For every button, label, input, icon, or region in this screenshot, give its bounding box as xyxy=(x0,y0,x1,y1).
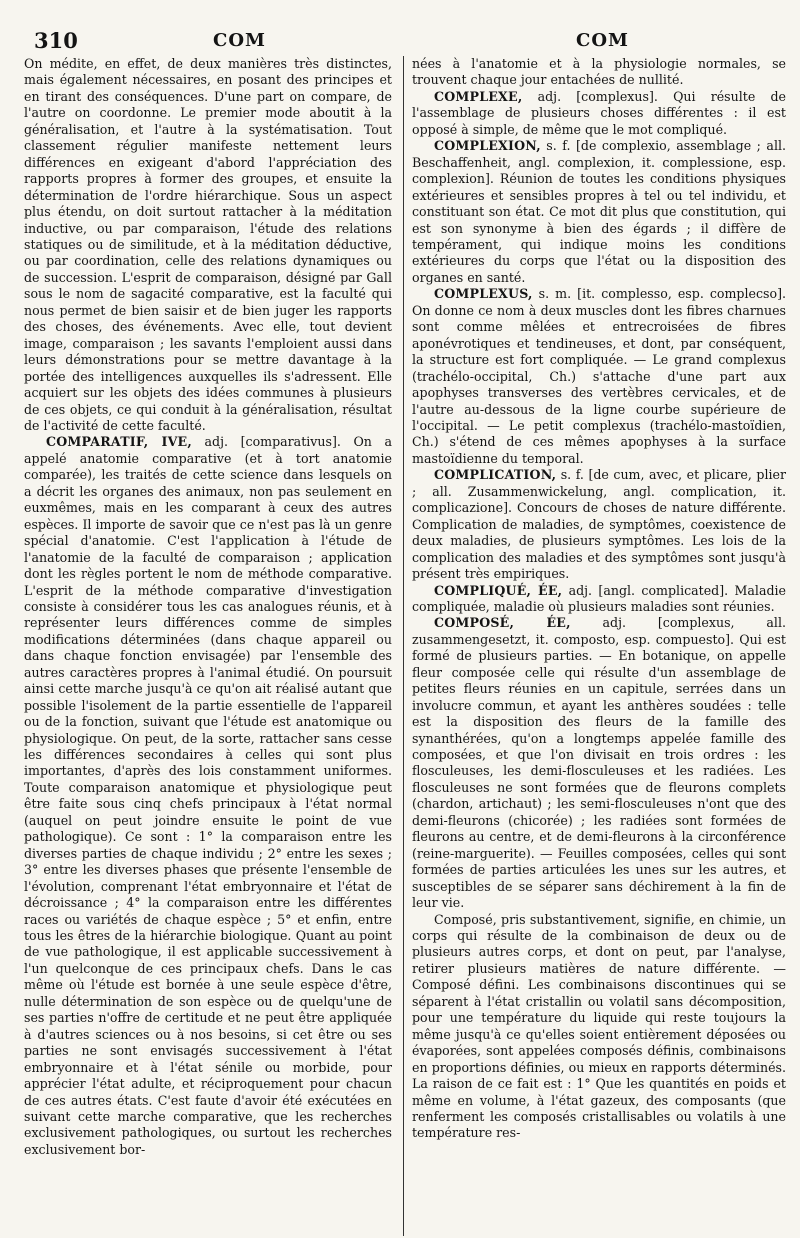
entry-text: adj. [angl. complicated]. Maladie compliquée, maladie où plusieurs maladies sont réunies. xyxy=(412,582,786,614)
right-column xyxy=(403,56,786,1236)
entry-text: s. f. [de complexio, assemblage ; all. Beschaffenheit, angl. complexion, it. complessione, esp. complexion]. Réunion de toutes les conditions physiques extérieures et sensibles propres à tel ou tel individu, et constituant son état. Ce mot dit plus que constitution, qui est son synonyme à bien des égards ; il diffère de tempérament, qui indique moins les conditions extérieures du corps que l'état ou la disposition des organes en santé. xyxy=(412,138,786,285)
entry-headword: COMPLEXUS, xyxy=(434,286,533,302)
entry-headword: COMPOSÉ, ÉE, xyxy=(434,615,571,631)
paragraph xyxy=(412,286,786,467)
entry-text: Composé, pris substantivement, signifie, en chimie, un corps qui résulte de la combinaison de deux ou de plusieurs autres corps, et dont on peut, par l'analyse, retirer plusieurs matières de nature différente. — Composé défini. Les combinaisons discontinues qui se séparent à l'état cristallin ou volatil sans décomposition, pour une température du liquide qui reste toujours la même jusqu'à ce qu'elles soient entièrement déposées ou évaporées, sont appelées composés définis, combinaisons en proportions définies, ou mieux en rapports déterminés. La raison de ce fait est : 1° Que les quantités en poids et même en volume, à l'état gazeux, des composants (que renferment les composés cristallisables ou volatils à une température res- xyxy=(412,911,786,1141)
paragraph xyxy=(412,138,786,286)
entry-text: nées à l'anatomie et à la physiologie normales, se trouvent chaque jour entachées de nullité. xyxy=(412,56,786,88)
entry-headword: COMPARATIF, IVE, xyxy=(46,434,192,450)
running-head xyxy=(24,20,786,56)
entry-headword: COMPLICATION, xyxy=(434,467,557,483)
page-number: 310 xyxy=(34,28,78,53)
entry-headword: COMPLEXE, xyxy=(434,88,523,104)
running-head-left: COM xyxy=(213,30,266,51)
entry-text: adj. [comparativus]. On a appelé anatomie comparative (et à tort anatomie comparée), les traités de cette science dans lesquels on a décrit les organes des animaux, non pas seulement en euxmêmes, mais en les comparant à ceux des autres espèces. Il importe de savoir que ce n'est pas là un genre spécial d'anatomie. C'est l'application à l'étude de l'anatomie de la faculté de comparaison ; application dont les règles portent le nom de méthode comparative. L'esprit de la méthode comparative d'investigation consiste à considérer tous les cas analogues réunis, et à représenter leurs différences comme de simples modifications déterminées (dans chaque appareil ou dans chaque fonction envisagée) par l'ensemble des autres caractères propres à l'animal étudié. On poursuit ainsi cette marche jusqu'à ce qu'on ait réalisé autant que possible l'isolement de la partie essentielle de l'appareil ou de la fonction, suivant que l'étude est anatomique ou physiologique. On peut, de la sorte, rattacher sans cesse les différences secondaires à celles qui sont plus importantes, d'après des lois constamment uniformes. Toute comparaison anatomique et physiologique peut être faite sous cinq chefs principaux à l'état normal (auquel on peut joindre ensuite le point de vue pathologique). Ce sont : 1° la comparaison entre les diverses parties de chaque individu ; 2° entre les sexes ; 3° entre les diverses phases que présente l'ensemble de l'évolution, comprenant l'état embryonnaire et l'état de décroissance ; 4° la comparaison entre les différentes races ou variétés de chaque espèce ; 5° et enfin, entre tous les êtres de la hiérarchie biologique. Quant au point de vue pathologique, il est applicable successivement à l'un quelconque de ces principaux chefs. Dans le cas même où l'étude est bornée à une seule espèce d'être, nulle détermination de son espèce ou de quelqu'une de ses parties n'offre de certitude et ne peut être appliquée à d'autres sciences ou à nos besoins, si cet être ou ses parties ne sont envisagés successivement à l'état embryonnaire et à l'état sénile ou morbide, pour apprécier l'état adulte, et réciproquement pour chacun de ces autres états. C'est faute d'avoir été exécutées en suivant cette marche comparative, que les recherches exclusivement pathologiques, ou surtout les recherches exclusivement bor- xyxy=(24,434,392,1157)
paragraph xyxy=(24,56,392,434)
paragraph xyxy=(412,56,786,89)
paragraph xyxy=(412,89,786,138)
paragraph xyxy=(412,467,786,582)
entry-headword: COMPLEXION, xyxy=(434,138,541,154)
running-head-right: COM xyxy=(576,30,629,51)
entry-headword: COMPLIQUÉ, ÉE, xyxy=(434,582,563,598)
paragraph xyxy=(24,434,392,1158)
entry-text: adj. [complexus, all. zusammengesetzt, it. composto, esp. compuesto]. Qui est formé de plusieurs parties. — En botanique, on appelle fleur composée celle qui résulte d'un assemblage de petites fleurs réunies en un capitule, serrées dans un involucre commun, et ayant les anthères soudées : telle est la disposition des fleurs de la famille des synanthérées, qu'on a longtemps appelée famille des composées, et que l'on divisait en trois ordres : les flosculeuses, les demi-flosculeuses et les radiées. Les flosculeuses ne sont formées que de fleurons complets (chardon, artichaut) ; les semi-flosculeuses n'ont que des demi-fleurons (chicorée) ; les radiées sont formées de fleurons au centre, et de demi-fleurons à la circonférence (reine-marguerite). — Feuilles composées, celles qui sont formées de parties articulées les unes sur les autres, et susceptibles de se séparer sans déchirement à la fin de leur vie. xyxy=(412,615,786,911)
entry-text: s. m. [it. complesso, esp. complecso]. On donne ce nom à deux muscles dont les fibres charnues sont comme mêlées et entrecroisées de fibres aponévrotiques et tendineuses, et dont, par conséquent, la structure est fort compliquée. — Le grand complexus (trachélo-occipital, Ch.) s'attache d'une part aux apophyses transverses des vertèbres cervicales, et de l'autre au-dessous de la ligne courbe supérieure de l'occipital. — Le petit complexus (trachélo-mastoïdien, Ch.) s'étend de ces mêmes apophyses à la surface mastoïdienne du temporal. xyxy=(412,286,786,466)
entry-text: s. f. [de cum, avec, et plicare, plier ; all. Zusammenwickelung, angl. complication, it. complicazione]. Concours de choses de nature différente. Complication de maladies, de symptômes, coexistence de deux maladies, de plusieurs symptômes. Les lois de la complication des maladies et des symptômes sont jusqu'à présent très empiriques. xyxy=(412,467,786,582)
text-columns xyxy=(24,56,786,1236)
paragraph xyxy=(412,615,786,911)
paragraph xyxy=(412,912,786,1142)
left-column xyxy=(24,56,392,1236)
paragraph xyxy=(412,583,786,616)
entry-text: On médite, en effet, de deux manières très distinctes, mais également nécessaires, en posant des principes et en tirant des conséquences. D'une part on compare, de l'autre on coordonne. Le premier mode aboutit à la généralisation, et l'autre à la systématisation. Tout classement régulier manifeste nettement leurs différences en exigeant d'abord l'appréciation des rapports propres à former des groupes, et ensuite la détermination de l'ordre hiérarchique. Sous un aspect plus étendu, on doit surtout rattacher à la méditation inductive, ou par comparaison, l'étude des relations statiques ou de similitude, et à la méditation déductive, ou par coordination, celle des relations dynamiques ou de succession. L'esprit de comparaison, désigné par Gall sous le nom de sagacité comparative, est la faculté qui nous permet de bien saisir et de bien juger les rapports des choses, des événements. Avec elle, tout devient image, comparaison ; les savants l'emploient aussi dans leurs démonstrations pour se mettre davantage à la portée des intelligences auxquelles ils s'adressent. Elle acquiert sur les objets des idées communes à plusieurs de ces objets, ce qui conduit à la généralisation, résultat de l'activité de cette faculté. xyxy=(24,56,392,433)
entry-text: adj. [complexus]. Qui résulte de l'assemblage de plusieurs choses différentes : il est opposé à simple, de même que le mot compliqué. xyxy=(412,88,786,137)
